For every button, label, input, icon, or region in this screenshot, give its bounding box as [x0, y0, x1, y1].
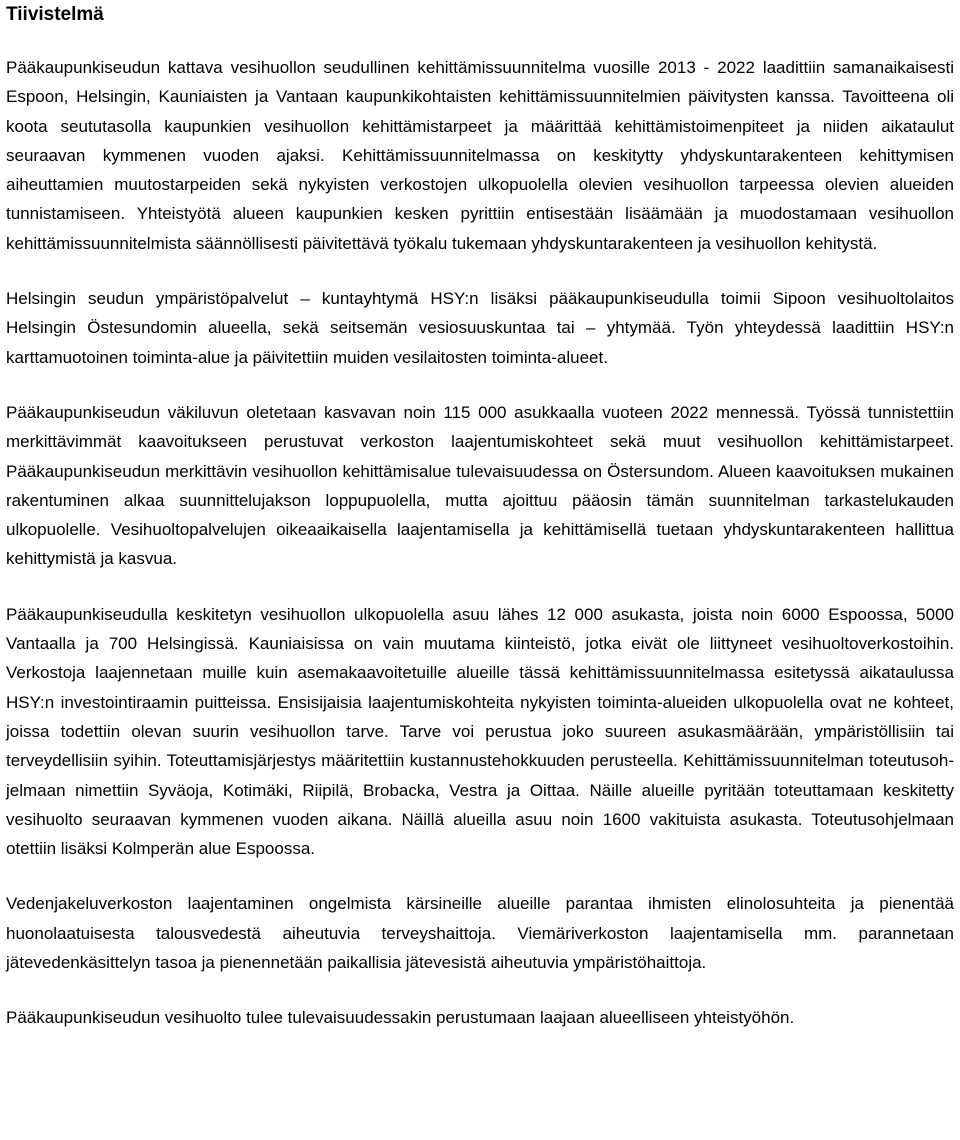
paragraph-6: Pääkaupunkiseudun vesihuolto tulee tulevaisuudessakin perustumaan laajaan alueelliseen yhteistyöhön. — [6, 1008, 795, 1028]
paragraph-2: Helsingin seudun ympäristöpalvelut – kuntayhtymä HSY:n lisäksi pääkaupunkiseudulla toimii Sipoon vesihuoltolaitos Helsingin Östesundomin alueella, sekä seitsemän vesiosuuskuntaa tai – yhtymää. Työn yhteydessä laadittiin HSY:n karttamuotoinen toiminta-alue ja päivitettiin muiden vesilaitosten toiminta-alueet. — [6, 289, 954, 367]
document-body — [6, 53, 954, 1033]
paragraph-1: Pääkaupunkiseudun kattava vesihuollon seudullinen kehittämissuunnitelma vuosille 2013 - 2022 laadittiin samanaikaisesti Espoon, Helsingin, Kauniaisten ja Vantaan kaupunkikohtaisten kehittämissuunnitelmien päivitysten kanssa. Tavoitteena oli koota seututasolla kaupunkien vesihuollon kehittämistarpeet ja määrittää kehittämistoimenpiteet ja niiden aikataulut seuraavan kymmenen vuoden ajaksi. Kehittämissuunnitelmassa on keskitytty yhdyskuntarakenteen kehittymisen aiheuttamien muutostarpeiden sekä nykyisten verkostojen ulkopuolella olevien vesihuollon tarpeessa olevien alueiden tunnistamiseen. Yhteistyötä alueen kaupunkien kesken pyrittiin entisestään lisäämään ja muodostamaan vesihuollon kehittämissuunnitelmista säännöllisesti päivitettävä työkalu tukemaan yhdyskuntarakenteen ja vesihuollon kehitystä. — [6, 58, 954, 253]
paragraph-3: Pääkaupunkiseudun väkiluvun oletetaan kasvavan noin 115 000 asukkaalla vuoteen 2022 mennessä. Työssä tunnistettiin merkittävimmät kaavoitukseen perustuvat verkoston laajentumiskohteet sekä muut vesihuollon kehittämistarpeet. Pääkaupunkiseudun merkittävin vesihuollon kehittämisalue tulevaisuudessa on Östersundom. Alueen kaavoituksen mukainen rakentuminen alkaa suunnittelujakson loppupuolella, mutta ajoittuu pääosin tämän suunnitelman tarkastelukauden ulkopuolelle. Vesihuoltopalvelujen oikeaaikaisella laajentamisella ja kehittämisellä tuetaan yhdyskuntarakenteen hallittua kehittymistä ja kasvua. — [6, 402, 954, 569]
paragraph-4: Pääkaupunkiseudulla keskitetyn vesihuollon ulkopuolella asuu lähes 12 000 asukasta, joista noin 6000 Espoossa, 5000 Vantaalla ja 700 Helsingissä. Kauniaisissa on vain muutama kiinteistö, jotka eivät ole liittyneet vesihuoltoverkostoihin. Verkostoja laajennetaan muille kuin asemakaavoitetuille alueille tässä kehittämissuunnitelmassa esitetyssä aikataulussa HSY:n investointiraamin puitteissa. Ensisijaisia laajentumiskohteita nykyisten toiminta-alueiden ulkopuolella ovat ne kohteet, joissa todettiin olevan suurin vesihuollon tarve. Tarve voi perustua joko suureen asukasmäärään, ympäristöllisiin tai terveydellisiin syihin. Toteuttamisjärjestys määritettiin kustannustehokkuuden perusteella. Kehittämissuunnitelman toteutusohjelmaan nimettiin Syväoja, Kotimäki, Riipilä, Brobacka, Vestra ja Oittaa. Näille alueille pyritään toteuttamaan keskitetty vesihuolto seuraavan kymmenen vuoden aikana. Näillä alueilla asuu noin 1600 vakituista asukasta. Toteutusohjelmaan otettiin lisäksi Kolmperän alue Espoossa. — [6, 604, 954, 859]
paragraph-5: Vedenjakeluverkoston laajentaminen ongelmista kärsineille alueille parantaa ihmisten elinolosuhteita ja pienentää huonolaatuisesta talousvedestä aiheutuvia terveyshaittoja. Viemäriverkoston laajentamisella mm. parannetaan jätevedenkäsittelyn tasoa ja pienennetään paikallisia jätevesistä aiheutuvia ympäristöhaittoja. — [6, 894, 954, 973]
document-title: Tiivistelmä — [6, 4, 104, 25]
document-page — [6, 0, 954, 1033]
